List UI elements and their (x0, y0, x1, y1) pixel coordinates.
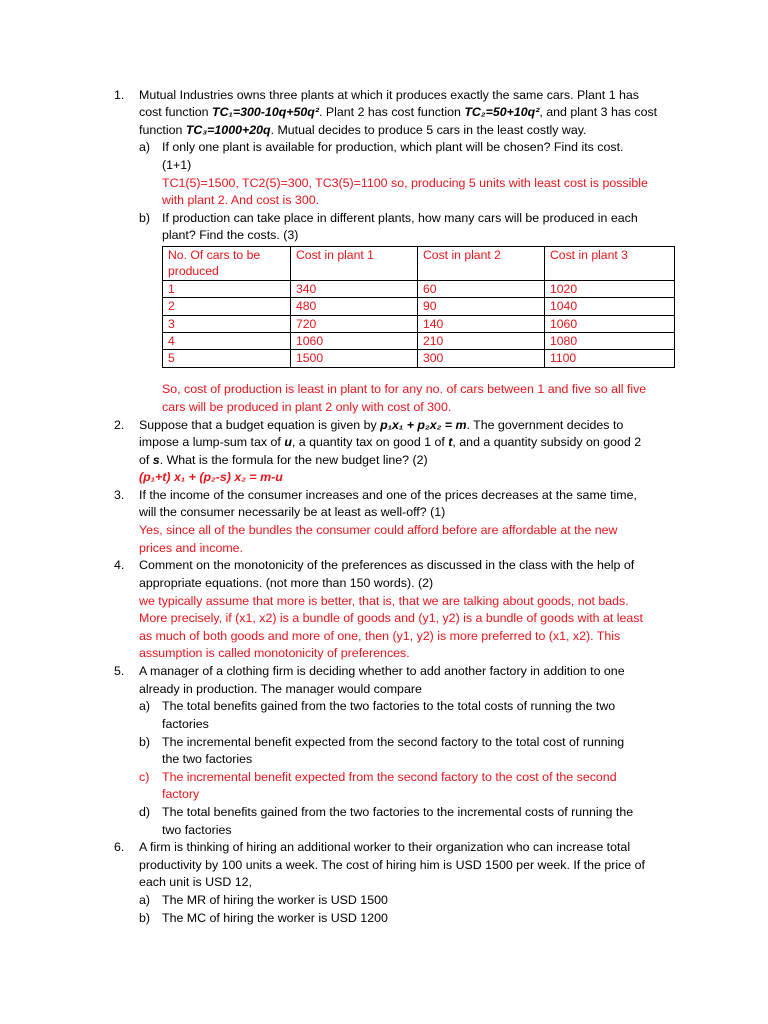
table-cell: 1060 (545, 315, 675, 332)
q5a-label: a) (139, 699, 151, 713)
q5-line1: A manager of a clothing firm is deciding whether to add another factory in addition to one (139, 664, 625, 678)
table-cell: 1060 (291, 333, 418, 350)
q6-number: 6. (114, 840, 125, 854)
table-cell: 720 (291, 315, 418, 332)
q1a-answer1: TC1(5)=1500, TC2(5)=300, TC3(5)=1100 so, producing 5 units with least cost is possible (162, 176, 648, 190)
table-header: No. Of cars to be produced (163, 247, 291, 281)
table-cell: 1100 (545, 350, 675, 367)
q4-answer2: More precisely, if (x1, x2) is a bundle of goods and (y1, y2) is a bundle of goods with at least (139, 611, 643, 625)
q6a-line1: The MR of hiring the worker is USD 1500 (162, 893, 388, 907)
tc2-formula: TC₂=50+10q² (464, 105, 540, 119)
q5d-line2: two factories (162, 823, 232, 837)
q5c-line2: factory (162, 787, 200, 801)
tc3-formula: TC₃=1000+20q (185, 123, 271, 137)
q5b-label: b) (139, 735, 151, 749)
q5a-line1: The total benefits gained from the two factories to the total costs of running the two (162, 699, 616, 713)
table-cell: 60 (418, 280, 545, 297)
table-header: Cost in plant 1 (291, 247, 418, 281)
q1b-answer2: cars will be produced in plant 2 only with cost of 300. (162, 400, 452, 414)
q1b-label: b) (139, 211, 151, 225)
table-cell: 300 (418, 350, 545, 367)
table-cell: 480 (291, 298, 418, 315)
q1-line2: cost function TC₁=300-10q+50q². Plant 2 has cost function TC₂=50+10q², and plant 3 has cost (139, 105, 658, 119)
table-row (163, 280, 675, 297)
tc1-formula: TC₁=300-10q+50q² (212, 105, 319, 119)
q6-line1: A firm is thinking of hiring an additional worker to their organization who can increase total (139, 840, 631, 854)
q1b-answer1: So, cost of production is least in plant to for any no. of cars between 1 and five so all five (162, 382, 647, 396)
q4-answer3: as much of both goods and more of one, then (y1, y2) is more preferred to (x1, x2). This (139, 629, 621, 643)
cost-table (162, 246, 675, 368)
q6b-line1: The MC of hiring the worker is USD 1200 (162, 911, 388, 925)
q4-line2: appropriate equations. (not more than 150 words). (2) (139, 576, 434, 590)
table-header: Cost in plant 3 (545, 247, 675, 281)
q4-line1: Comment on the monotonicity of the preferences as discussed in the class with the help of (139, 558, 635, 572)
table-row (163, 333, 675, 350)
q5c-line1: The incremental benefit expected from the second factory to the cost of the second (162, 770, 617, 784)
q1a-answer2: with plant 2. And cost is 300. (162, 193, 320, 207)
table-cell: 90 (418, 298, 545, 315)
q6-line3: each unit is USD 12, (139, 875, 252, 889)
table-row (163, 315, 675, 332)
table-header-row (163, 247, 675, 281)
q1-number: 1. (114, 88, 125, 102)
table-cell: 1 (163, 280, 291, 297)
q6b-label: b) (139, 911, 151, 925)
q1b-line2: plant? Find the costs. (3) (162, 228, 299, 242)
table-cell: 1020 (545, 280, 675, 297)
q1a-line2: (1+1) (162, 158, 192, 172)
q5a-line2: factories (162, 717, 209, 731)
q3-answer2: prices and income. (139, 541, 243, 555)
table-cell: 5 (163, 350, 291, 367)
q2-line2: impose a lump-sum tax of u, a quantity tax on good 1 of t, and a quantity subsidy on good 2 (139, 435, 642, 449)
table-header: Cost in plant 2 (418, 247, 545, 281)
table-cell: 1040 (545, 298, 675, 315)
q5c-label: c) (139, 770, 150, 784)
q5b-line2: the two factories (162, 752, 253, 766)
q5d-line1: The total benefits gained from the two factories to the incremental costs of running the (162, 805, 634, 819)
q3-line1: If the income of the consumer increases and one of the prices decreases at the same time, (139, 488, 637, 502)
q2-line3: of s. What is the formula for the new budget line? (2) (139, 453, 428, 467)
q5b-line1: The incremental benefit expected from the second factory to the total cost of running (162, 735, 625, 749)
q1a-label: a) (139, 140, 151, 154)
table-cell: 1500 (291, 350, 418, 367)
q2-answer: (p₁+t) x₁ + (p₂-s) x₂ = m-u (139, 470, 283, 484)
q1a-line1: If only one plant is available for production, which plant will be chosen? Find its cost. (162, 140, 624, 154)
table-cell: 3 (163, 315, 291, 332)
q5-line2: already in production. The manager would compare (139, 682, 422, 696)
q2-line1: Suppose that a budget equation is given by p₁x₁ + p₂x₂ = m. The government decides to (139, 418, 624, 432)
budget-equation: p₁x₁ + p₂x₂ = m (380, 418, 467, 432)
q5-number: 5. (114, 664, 125, 678)
q5d-label: d) (139, 805, 151, 819)
q6a-label: a) (139, 893, 151, 907)
q4-answer4: assumption is called monotonicity of preferences. (139, 646, 410, 660)
q1-line3: function TC₃=1000+20q. Mutual decides to produce 5 cars in the least costly way. (139, 123, 587, 137)
table-row (163, 350, 675, 367)
q3-number: 3. (114, 488, 125, 502)
q1-line1: Mutual Industries owns three plants at which it produces exactly the same cars. Plant 1 has (139, 88, 640, 102)
q2-number: 2. (114, 418, 125, 432)
table-row (163, 298, 675, 315)
q4-answer1: we typically assume that more is better, that is, that we are talking about goods, not bads. (139, 594, 629, 608)
table-cell: 140 (418, 315, 545, 332)
q3-line2: will the consumer necessarily be at least as well-off? (1) (139, 505, 446, 519)
q4-number: 4. (114, 558, 125, 572)
table-cell: 1080 (545, 333, 675, 350)
table-cell: 2 (163, 298, 291, 315)
table-cell: 4 (163, 333, 291, 350)
q1b-line1: If production can take place in different plants, how many cars will be produced in each (162, 211, 638, 225)
table-cell: 340 (291, 280, 418, 297)
table-cell: 210 (418, 333, 545, 350)
q3-answer1: Yes, since all of the bundles the consumer could afford before are affordable at the new (139, 523, 618, 537)
q6-line2: productivity by 100 units a week. The cost of hiring him is USD 1500 per week. If the price of (139, 858, 645, 872)
